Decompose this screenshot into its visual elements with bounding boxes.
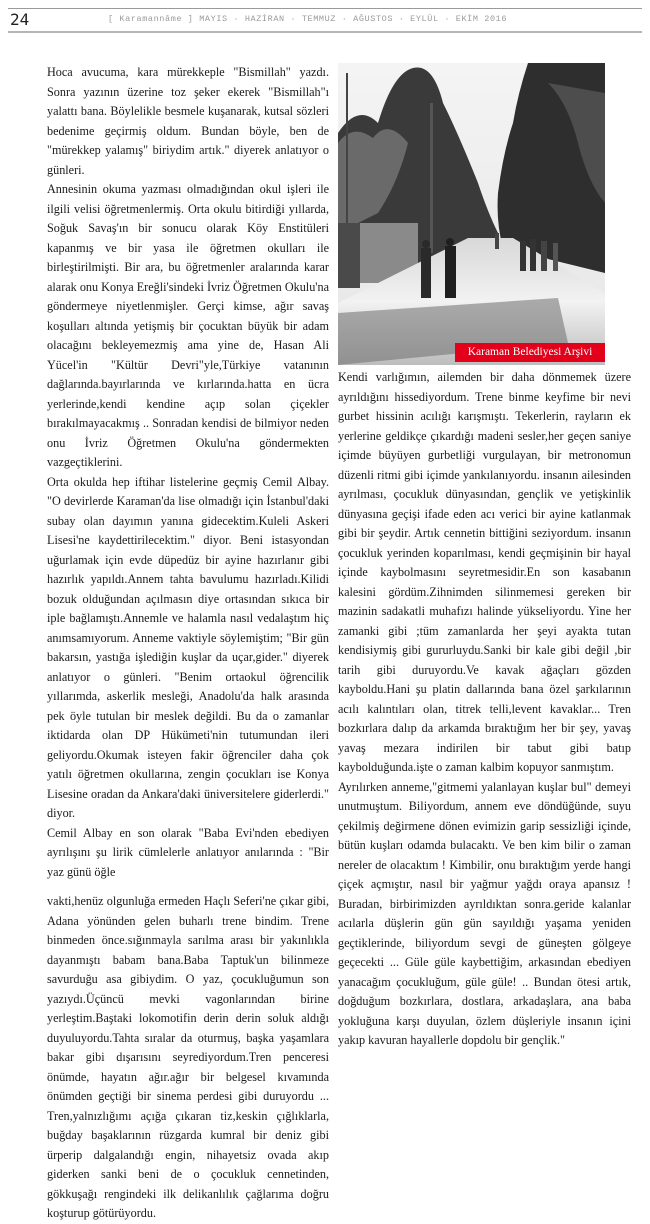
paragraph: Cemil Albay en son olarak "Baba Evi'nden ebediyen ayrılışını şu lirik cümlelerle anlatıyor anılarında : "Bir yaz günü öğle <box>47 825 329 879</box>
left-column <box>47 63 329 1224</box>
running-head: [ Karamannâme ] MAYIS · HAZİRAN · TEMMUZ · AĞUSTOS · EYLÜL · EKİM 2016 <box>108 14 508 24</box>
paragraph: Orta okulda hep iftihar listelerine geçmiş Cemil Albay. "O devirlerde Karaman'da lise olmadığı için İstanbul'daki subay olan dayımın yanına gidecektim.Kuleli Askeri Lisesi'ne kaydettirilecektim." diyor. Beni istasyondan uğurlamak için evde düpedüz bir ayine hazırlanır gibi hazırlık yapıldı.Annem tahta bavulumu hazırladı.Kilidi bozuk olduğundan açılmasın diye ortasından sıkıca bir iple bağlamıştı.Annemle ve halamla nasıl vedalaştım hiç anımsamıyorum. Anneme vaktiyle söylemiştim; "Bir gün bakarsın, yastığa işlediğin kuşlar da uçar,gider." diyerek anlatıyor o günleri. "Benim ortaokul öğrencilik yıllarımda, askerlik mesleği, Anadolu'da halk arasında pek öyle tutulan bir meslek değildi. Bu da o zamanlar iktidarda olan DP Hükümeti'nin tutumundan ileri geliyordu.Okumak isteyen fakir öğrenciler daha çok yatılı öğretmen okullarına, zengin çocukları ise Konya Lisesine oradan da Ankara'daki üniversitelere giderlerdi." diyor. <box>47 474 329 820</box>
page-header <box>8 8 642 33</box>
archival-photo <box>338 63 605 365</box>
photo-caption: Karaman Belediyesi Arşivi <box>455 343 605 362</box>
page-number: 24 <box>10 10 30 29</box>
photo-image <box>338 63 605 365</box>
paragraph: vakti,henüz olgunluğa ermeden Haçlı Seferi'ne çıkar gibi, Adana yönünden gelen buharlı trene bindim. Trene binmeden önce.sığınmayla sarılma arası bir yakınlıkla dayanmıştı babam bana.Baba Taptuk'un bilinmeze savurduğu asa gibiydim. O yaz, çocukluğumun son yazıydı.Üçüncü mevki vagonlarından birine yerleştim.Baştaki lokomotifin derin derin soluk aldığı duyuluyordu.Tahta sıralar da oturmuş, başka yaşamlara bakar gibi dışarısını seyrediyordum.Tren penceresi önümde, hayatın ağır.ağır bir belgesel kıvamında önümden geçtiği bir sinema perdesi gibi duruyordu ... Tren,yalnızlığımı açığa çıkaran tiz,keskin çığlıklarla, buğday başaklarının rüzgarda kumral bir deniz gibi ürperip dalgalandığı engin, nihayetsiz ovada akıp giderken sanki beni de o çocukluk cennetinden, gökkuşağı rengindeki ilk delikanlılık çağlarıma doğru koşturup götürüyordu. <box>47 894 329 1220</box>
right-column <box>338 368 631 1051</box>
paragraph: Ayrılırken anneme,"gitmemi yalanlayan kuşlar bul" demeyi unutmuştum. Biliyordum, annem eve döndüğünde, suyu çekilmiş değirmene dönen evimizin garip sessizliği içinde, bütün kuşları odamda bulacaktı. Ve ben kim bilir o zaman nereler de olacaktım ! Kimbilir, onu bıraktığım yerde hangi çiçek açmıştır, nasıl bir yağmur yağdı oraya apansız ! Buradan, birbirimizden ayrıldıktan sonra.geride kalanlar acılarla düşlerin gün gün sayıldığı yaşama yeniden geçtiklerinde, biliyordum sevgi de güneşten gölgeye geçecekti ... Güle güle kaybettiğim, arkasından ebediyen yanacağım çocukluğum, güle güle! .. Bundan ötesi artık, doğduğum bozkırlara, dostlara, arkadaşlara, ana baba yokluğuna karşı duyulan, özlem düşleriyle insanın içini yakıp kavuran hayallerle dopdolu bir gençlik." <box>338 779 631 1047</box>
paragraph: Kendi varlığımın, ailemden bir daha dönmemek üzere ayrıldığını hissediyordum. Trene binme keyfime bir nevi gurbet hissinin acılığı karışmıştı. Tekerlerin, rayların ek yerlerine geldikçe çıkardığı madeni sesler,her geçen saniye içimde büyüyen gurbetliği vurgulayan, bir metronomun düzenli ritmi gibi içimde yankılanıyordu. insanın ailesinden ayrılması, çocukluk dünyasından, gençlik ve yetişkinlik dünyasına geçişi ifade eden acı verici bir ayine katlanmak gibi bir şeydir. Artık cennetin bittiğini seziyordum. insanın çocukluk yerinden koparılması, kendi geçmişinin bir hayal içinde kaybolmasını seyretmesidir.En son kasabanın kalesini gördüm.Zihnimden silinmemesi gereken bir mazinin sadakatli muhafızı halinde yükseliyordu. Yine her zamanki gibi ;tüm zamanlarda her şeyi ayakta tutan kendisiymiş gibi gururluydu.Sanki bir kale gibi değil ,bir tarih gibi duruyordu.Ve kavak ağaçları gözden kayboldu.Hani şu platin dallarında bana özel şarkılarının acılı kalıntıları olan, titrek telli,levent kavaklar... Tren bozkırlara dalıp da arkamda bıraktığım her bir şey, yavaş yavaş mezara indirilen bir tabut gibi batıp kaybolduğunda.işte o zaman kalbim kopuyor sanmıştım. <box>338 370 631 774</box>
paragraph: Annesinin okuma yazması olmadığından okul işleri ile ilgili velisi öğretmenlermiş. Orta okulu bitirdiği yıllarda, Soğuk Savaş'ın bir sonucu olarak Köy Enstitüleri kapanmış ve bir yasa ile öğretmen okulları ile birleştirilmişti. Bir ara, bu öğretmenler aralarında karar alarak onu Konya Ereğli'sindeki İvriz Öğretmen Okulu'na göndermeye niyetlenmişler. Gerçi kimse, ağır savaş koşulları altında yetişmiş bir çocuktan büyük bir adam olacağını bekleyemezmiş ama yine de, Hasan Ali Yücel'in "Kültür Devri"yle,Türkiye vatanının dağlarında.bayırlarında ve kırlarında.hatta en ücra yerlerinde,kendi kendine açıp solan çiçekler bırakılmayacakmış .. Sonradan kendisi de bilmiyor neden onu İvriz Öğretmen Okulu'na göndermekten vazgeçtiklerini. <box>47 182 329 469</box>
paragraph: Hoca avucuma, kara mürekkeple "Bismillah" yazdı. Sonra yazının üzerine toz şeker ekerek "Bismillah"ı yalattı bana. Böylelikle besmele kuşanarak, kutsal sözleri bedenime geçirmiş oldum. Bundan böyle, ben de "mürekkep yalamış" biriydim artık." diyerek anlatıyor o günleri. <box>47 65 329 177</box>
